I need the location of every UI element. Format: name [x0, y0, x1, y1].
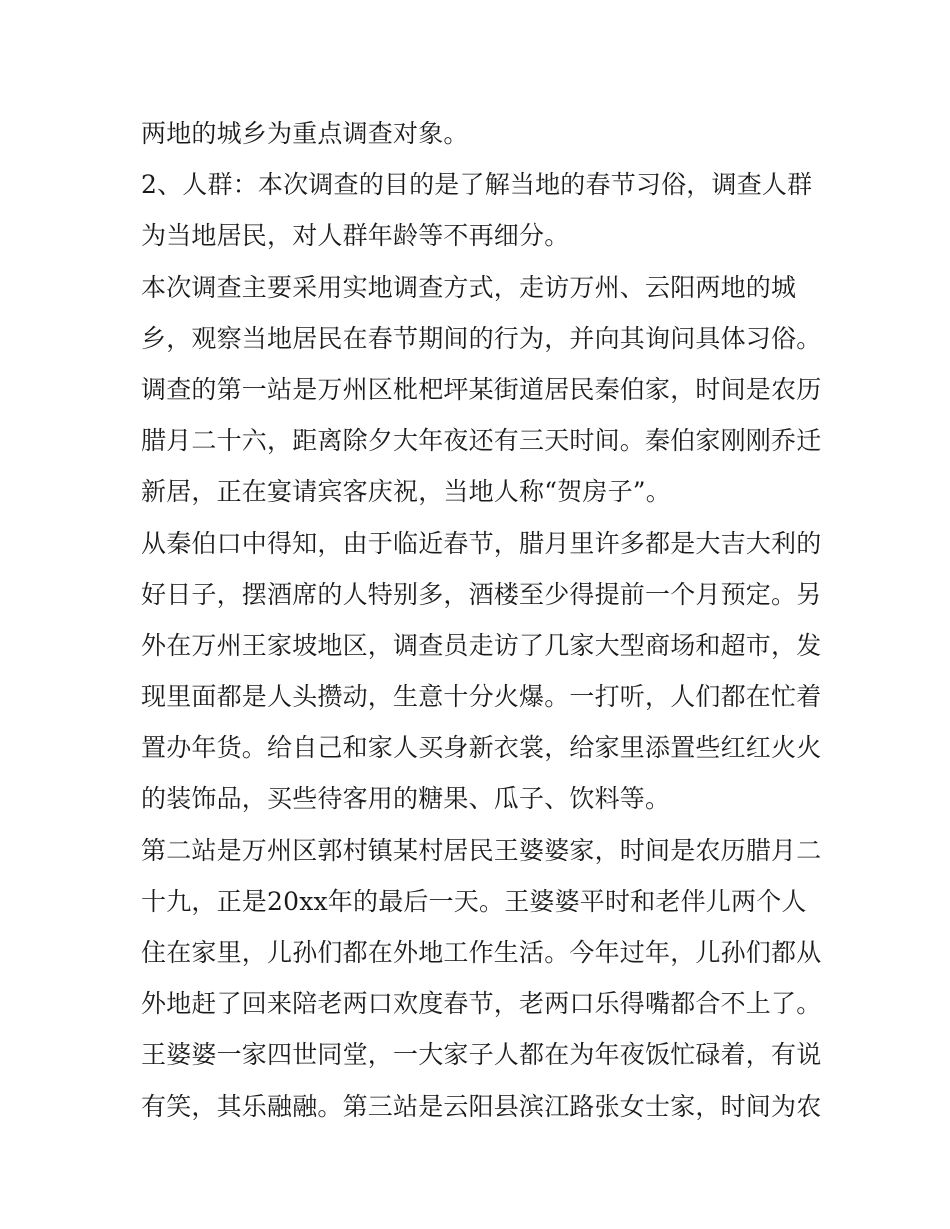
text-line: 好日子，摆酒席的人特别多，酒楼至少得提前一个月预定。另 — [141, 579, 822, 609]
text-line: 十九，正是20xx年的最后一天。王婆婆平时和老伴儿两个人 — [141, 886, 807, 916]
text-line: 乡，观察当地居民在春节期间的行为，并向其询问具体习俗。 — [141, 323, 822, 353]
body-text — [141, 108, 821, 1132]
text-line: 2、人群：本次调查的目的是了解当地的春节习俗，调查人群 — [141, 170, 813, 200]
text-line: 现里面都是人头攒动，生意十分火爆。一打听，人们都在忙着 — [141, 682, 822, 712]
text-line: 住在家里，儿孙们都在外地工作生活。今年过年，儿孙们都从 — [141, 938, 822, 967]
text-line: 本次调查主要采用实地调查方式，走访万州、云阳两地的城 — [141, 272, 797, 302]
text-line: 腊月二十六，距离除夕大年夜还有三天时间。秦伯家刚刚乔迁 — [141, 426, 822, 456]
text-line: 有笑，其乐融融。第三站是云阳县滨江路张女士家，时间为农 — [141, 1091, 822, 1121]
text-line: 从秦伯口中得知，由于临近春节，腊月里许多都是大吉大利的 — [141, 528, 822, 558]
text-line: 的装饰品，买些待客用的糖果、瓜子、饮料等。 — [141, 784, 671, 814]
text-line: 两地的城乡为重点调查对象。 — [141, 119, 469, 148]
text-line: 第二站是万州区郭村镇某村居民王婆婆家，时间是农历腊月二 — [141, 835, 822, 865]
text-line: 为当地居民，对人群年龄等不再细分。 — [141, 221, 570, 251]
text-line: 外地赶了回来陪老两口欢度春节，老两口乐得嘴都合不上了。 — [141, 989, 822, 1019]
text-line: 调查的第一站是万州区枇杷坪某街道居民秦伯家，时间是农历 — [141, 374, 822, 404]
text-line: 置办年货。给自己和家人买身新衣裳，给家里添置些红红火火 — [141, 733, 822, 763]
text-line: 外在万州王家坡地区，调查员走访了几家大型商场和超市，发 — [141, 630, 822, 660]
text-line: 新居，正在宴请宾客庆祝，当地人称“贺房子”。 — [141, 477, 671, 507]
text-line: 王婆婆一家四世同堂，一大家子人都在为年夜饭忙碌着，有说 — [141, 1040, 822, 1070]
